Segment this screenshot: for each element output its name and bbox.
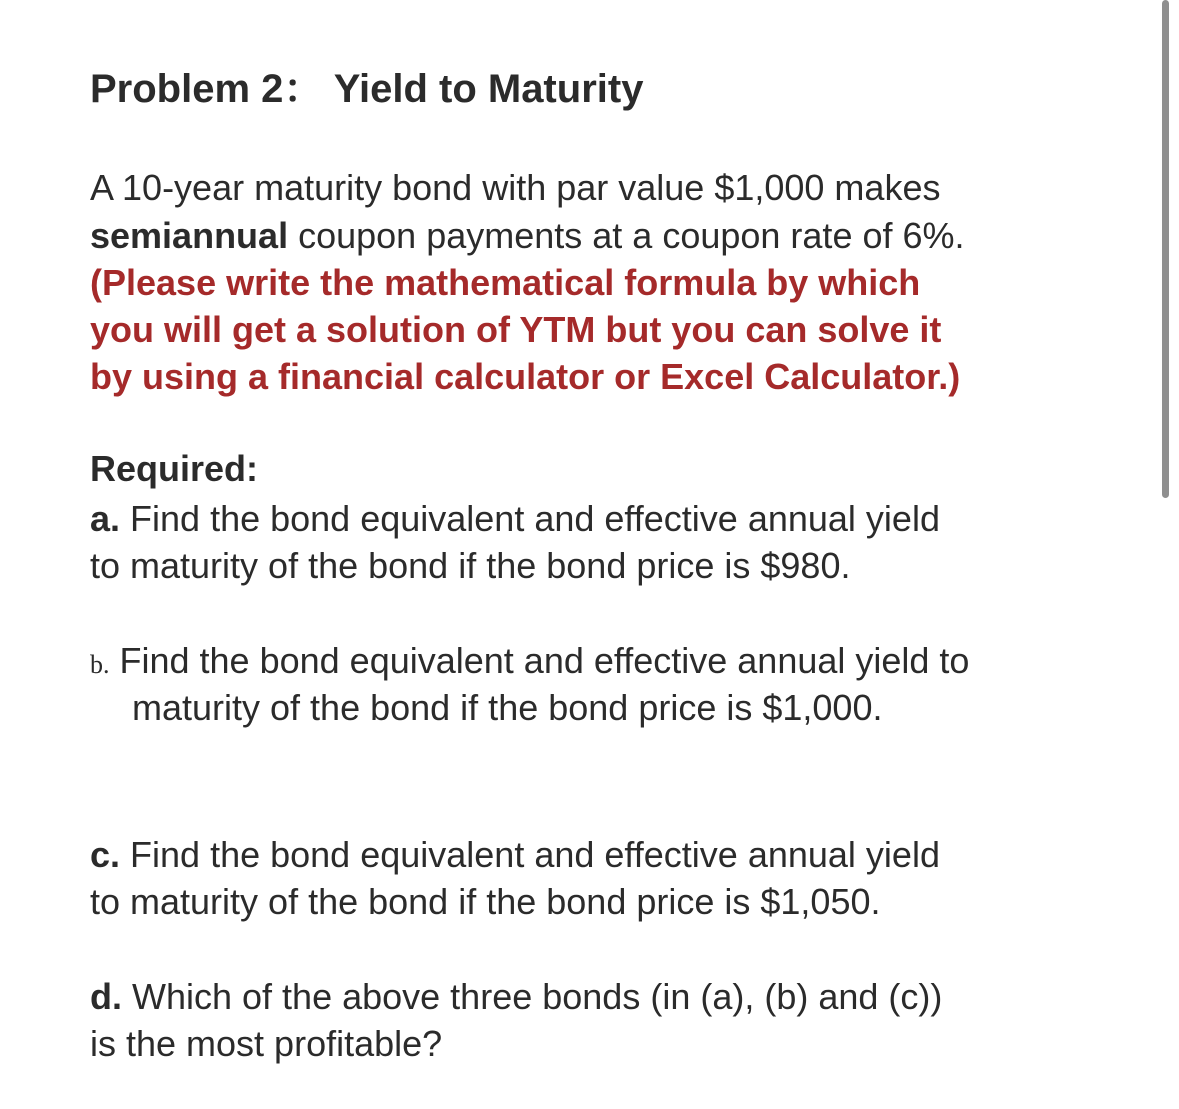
question-c-line-2: to maturity of the bond if the bond price is $1,050. [90,881,881,922]
question-c-text-1: Find the bond equivalent and effective annual yield [120,834,940,875]
problem-title: Problem 2： Yield to Maturity [90,67,644,111]
question-a-line-1 [90,496,940,542]
intro-line-2 [90,213,965,259]
intro-line-2-rest: coupon payments at a coupon rate of 6%. [288,215,965,256]
required-heading: Required: [90,448,259,489]
question-d-line-1 [90,974,942,1020]
intro-line-1: A 10-year maturity bond with par value $1,000 makes [90,167,941,208]
question-b-line-1 [90,638,969,688]
question-a-line-2: to maturity of the bond if the bond price is $980. [90,545,851,586]
question-b-text-1: Find the bond equivalent and effective annual yield to [109,640,970,681]
question-b-line-2: maturity of the bond if the bond price is $1,000. [132,687,883,728]
question-d-line-2: is the most profitable? [90,1023,443,1064]
formula-note-line-1: (Please write the mathematical formula by which [90,262,921,303]
question-c-line-1 [90,832,940,878]
formula-note-line-3: by using a financial calculator or Excel Calculator.) [90,356,961,397]
question-d-marker: d. [90,976,122,1017]
formula-note-line-2: you will get a solution of YTM but you can solve it [90,309,942,350]
semiannual-emphasis: semiannual [90,215,289,256]
question-a-text-1: Find the bond equivalent and effective annual yield [120,498,940,539]
question-d-text-1: Which of the above three bonds (in (a), (b) and (c)) [122,976,943,1017]
vertical-scrollbar[interactable] [1162,0,1169,498]
question-a-marker: a. [90,498,121,539]
question-c-marker: c. [90,834,121,875]
question-b-marker: b. [90,650,110,679]
